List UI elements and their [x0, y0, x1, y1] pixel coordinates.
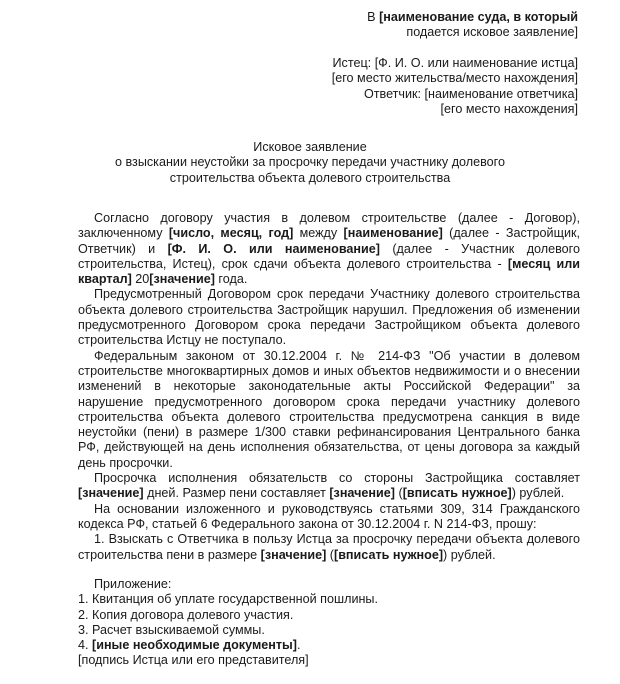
paragraph-basis: На основании изложенного и руководствуясь статьями 309, 314 Гражданского кодекса РФ, статьей 6 Федерального закона от 30.12.2004 г. N 214-ФЗ, прошу:: [78, 501, 580, 531]
paragraph-law: Федеральным законом от 30.12.2004 г. № 214-ФЗ "Об участии в долевом строительстве многоквартирных домов и иных объектов недвижимости и о внесении изменений в некоторые законодательные акты Российской Федерации" за нарушение предусмотренного договором срока передачи участнику долевого строительства объекта долевого строительства предусмотрена санкция в виде неустойки (пени) в размере 1/300 ставки рефинансирования Центрального банка РФ, действующей на день исполнения обязательства, от цены договора за каждый день просрочки.: [78, 348, 580, 470]
attachments-block: [78, 577, 378, 669]
plaintiff-placeholder: [Ф. И. О. или наименование истца]: [374, 56, 578, 70]
document-title: [60, 140, 560, 186]
court-placeholder: [наименование суда, в который: [379, 10, 578, 24]
title-line-1: Исковое заявление: [253, 140, 367, 154]
cut-off-text-fragment: [38, 676, 158, 684]
defendant-placeholder: [наименование ответчика]: [424, 86, 578, 101]
claim-body: [78, 211, 580, 563]
court-line-2: подается исковое заявление]: [406, 25, 578, 40]
paragraph-delay: Просрочка исполнения обязательств со стороны Застройщика составляет [значение] дней. Размер пени составляет [значение] ([вписать нужное]) рублей.: [78, 471, 580, 501]
attachment-item: 3. Расчет взыскиваемой суммы.: [78, 622, 265, 637]
title-line-3: строительства объекта долевого строительства: [169, 170, 451, 185]
attachment-item: 2. Копия договора долевого участия.: [78, 607, 294, 622]
plaintiff-line: Истец: [Ф. И. О. или наименование истца]: [332, 56, 578, 70]
defendant-address: [его место нахождения]: [440, 101, 578, 116]
signature-placeholder: [подпись Истца или его представителя]: [78, 653, 309, 668]
court-block: [367, 10, 578, 41]
paragraph-request: 1. Взыскать с Ответчика в пользу Истца за просрочку передачи объекта долевого строительства пени в размере [значение] ([вписать нужное]) рублей.: [78, 532, 580, 562]
parties-block: [332, 56, 578, 117]
attachment-item: 4. [иные необходимые документы].: [78, 638, 301, 653]
paragraph-contract: Согласно договору участия в долевом строительстве (далее - Договор), заключенному [число, месяц, год] между [наименование] (далее - Застройщик, Ответчик) и [Ф. И. О. или наименование] (далее - Участник долевого строительства, Истец), срок сдачи объекта долевого строительства - [месяц или квартал] 20[значение] года.: [78, 211, 580, 287]
attachments-heading: Приложение:: [94, 577, 172, 591]
attachment-item: 1. Квитанция об уплате государственной пошлины.: [78, 592, 378, 607]
court-line-1: В [наименование суда, в который: [367, 10, 578, 24]
paragraph-violation: Предусмотренный Договором срок передачи Участнику долевого строительства объекта долевого строительства Застройщик нарушил. Предложения об изменении предусмотренного Договором срока передачи Застройщиком объекта долевого строительства Истцу не поступало.: [78, 287, 580, 348]
defendant-line: Ответчик: [наименование ответчика]: [363, 86, 578, 101]
title-line-2: о взыскании неустойки за просрочку передачи участнику долевого: [115, 155, 505, 170]
plaintiff-address: [его место жительства/место нахождения]: [331, 71, 578, 86]
